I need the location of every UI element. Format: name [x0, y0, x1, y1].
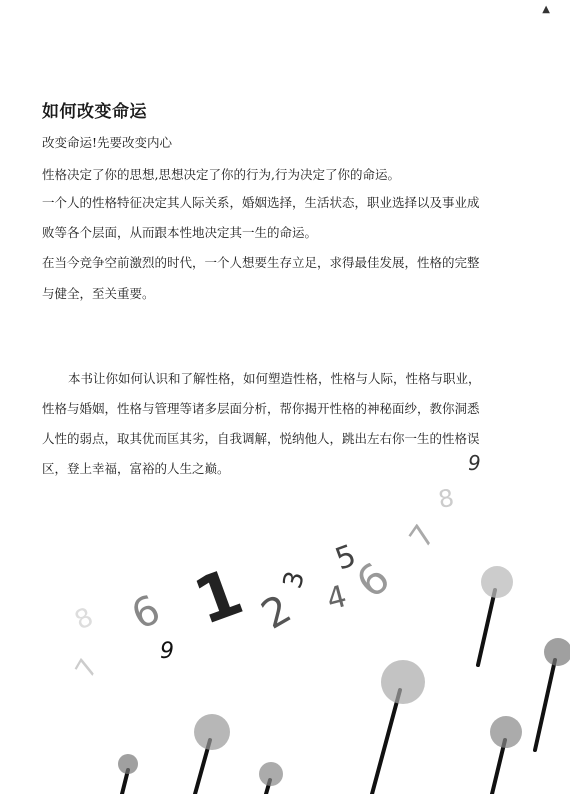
digit-5: 5	[330, 538, 361, 578]
description-line: 本书让你如何认识和了解性格，如何塑造性格，性格与人际，性格与职业，	[68, 371, 481, 386]
digit-8-left: 8	[70, 602, 98, 637]
puff-head	[481, 566, 513, 598]
digit-4: 4	[323, 578, 351, 618]
digit-9-top: 9	[468, 451, 481, 475]
puff-head	[194, 714, 230, 750]
intro-line: 败等各个层面，从而跟本性地决定其一生的命运。	[42, 225, 318, 240]
puff-head	[118, 754, 138, 774]
digit-9-bottom: 9	[160, 639, 174, 664]
description-line: 性格与婚姻，性格与管理等诸多层面分析，帮你揭开性格的神秘面纱，教你洞悉	[42, 401, 480, 416]
description-line: 区，登上幸福，富裕的人生之巅。	[42, 461, 230, 476]
digit-7: 7	[402, 518, 443, 555]
intro-line: 一个人的性格特征决定其人际关系，婚姻选择，生活状态，职业选择以及事业成	[42, 195, 480, 210]
digit-7-left: 7	[70, 654, 105, 684]
digit-2: 2	[254, 586, 300, 639]
digit-6-left: 6	[124, 586, 168, 640]
description-line: 人性的弱点，取其优而匡其劣，自我调解，悦纳他人，跳出左右你一生的性格误	[42, 431, 480, 446]
intro-line: 性格决定了你的思想,思想决定了你的行为,行为决定了你的命运。	[42, 167, 400, 182]
stems	[122, 590, 555, 794]
digit-6: 6	[346, 552, 399, 608]
digit-8: 8	[436, 483, 457, 514]
puff-head	[259, 762, 283, 786]
digit-1: 1	[185, 555, 253, 641]
puff-head	[490, 716, 522, 748]
scan-mark: ▲	[542, 4, 550, 15]
puff-head	[544, 638, 570, 666]
intro-line: 改变命运!先要改变内心	[42, 135, 173, 150]
decorative-illustration	[0, 450, 570, 794]
digit-3: 3	[277, 568, 312, 592]
page-title: 如何改变命运	[42, 102, 147, 122]
intro-line: 在当今竞争空前激烈的时代，一个人想要生存立足，求得最佳发展，性格的完整	[42, 255, 480, 270]
puff-head	[381, 660, 425, 704]
intro-line: 与健全，至关重要。	[42, 286, 155, 301]
